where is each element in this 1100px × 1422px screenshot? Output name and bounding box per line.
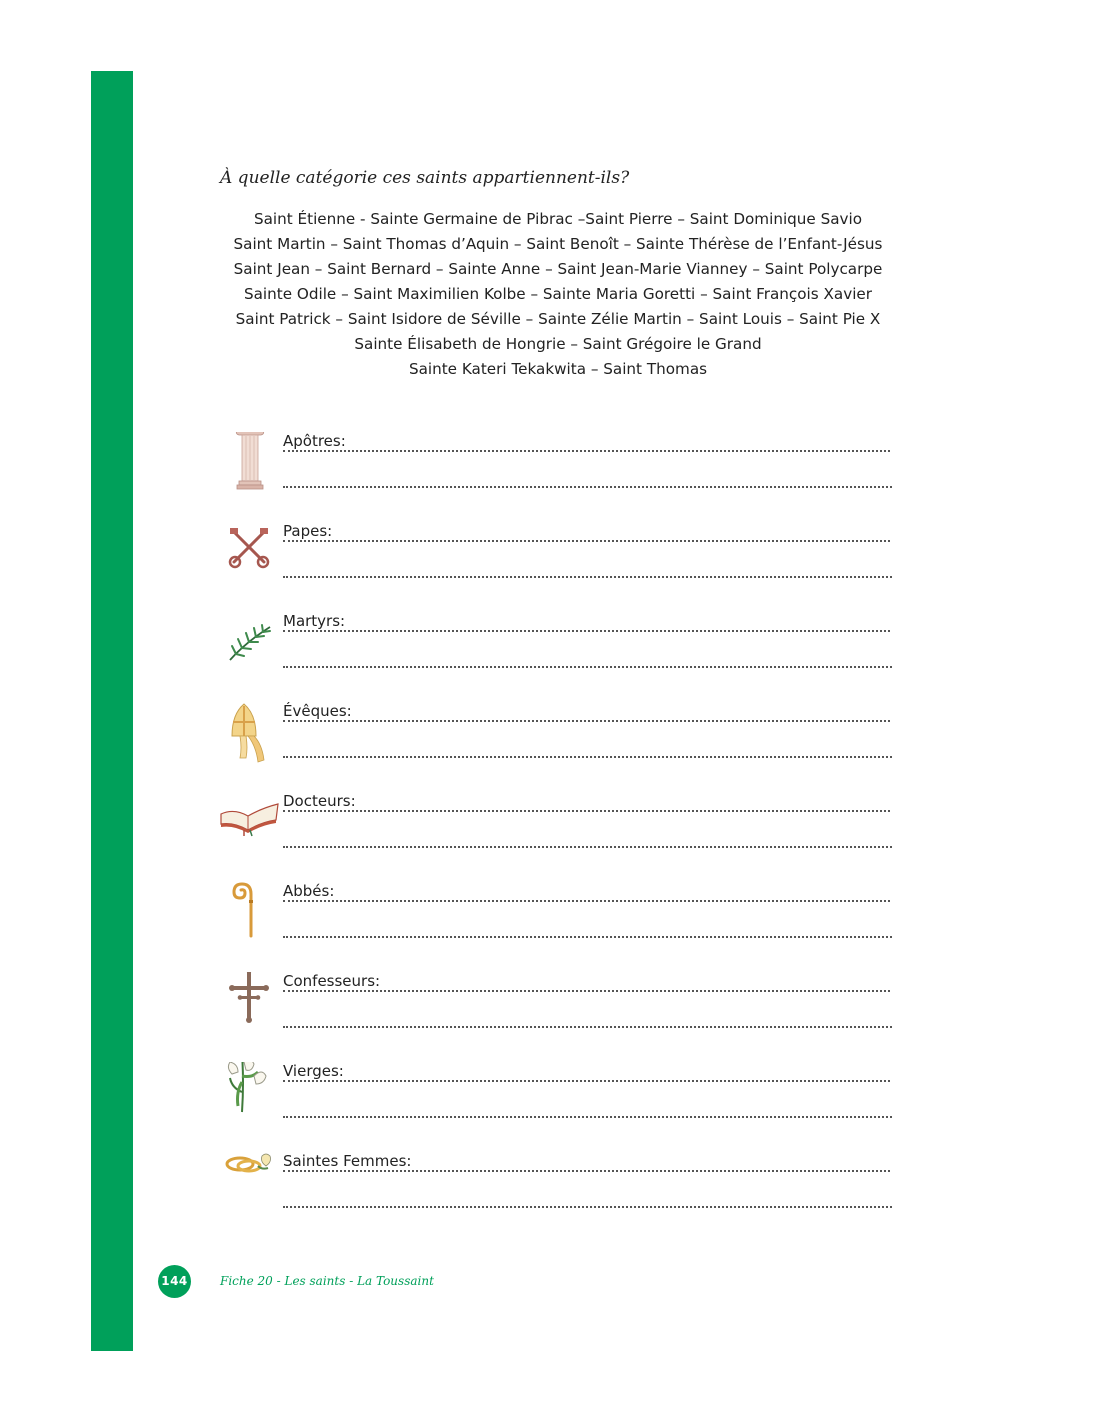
category-label: Martyrs:	[283, 612, 351, 630]
answer-line[interactable]	[283, 1026, 892, 1028]
palm-branch-icon	[218, 612, 280, 684]
page-number-badge: 144	[158, 1265, 191, 1298]
lily-icon	[218, 1062, 280, 1134]
saints-line: Saint Martin – Saint Thomas d’Aquin – Saint Benoît – Sainte Thérèse de l’Enfant-Jésus	[233, 235, 883, 253]
answer-line[interactable]	[283, 756, 892, 758]
answer-line[interactable]	[283, 900, 890, 902]
wedding-rings-icon	[218, 1152, 280, 1224]
column-icon	[218, 432, 280, 504]
category-vierges	[218, 1062, 898, 1142]
category-label: Abbés:	[283, 882, 340, 900]
mitre-icon	[218, 702, 280, 774]
saints-line: Sainte Élisabeth de Hongrie – Saint Grégoire le Grand	[354, 335, 762, 353]
crozier-icon	[218, 882, 280, 954]
category-label: Saintes Femmes:	[283, 1152, 417, 1170]
category-label: Docteurs:	[283, 792, 362, 810]
saints-line: Sainte Kateri Tekakwita – Saint Thomas	[408, 360, 708, 378]
answer-line[interactable]	[283, 1206, 892, 1208]
answer-line[interactable]	[283, 990, 890, 992]
question-title: À quelle catégorie ces saints appartiennent-ils?	[220, 168, 630, 188]
answer-line[interactable]	[283, 576, 892, 578]
answer-line[interactable]	[283, 1170, 890, 1172]
saints-list	[210, 207, 906, 382]
answer-line[interactable]	[283, 450, 890, 452]
category-saintes-femmes	[218, 1152, 898, 1232]
category-label: Apôtres:	[283, 432, 352, 450]
answer-line[interactable]	[283, 810, 890, 812]
category-apotres	[218, 432, 898, 512]
answer-line[interactable]	[283, 846, 892, 848]
saints-line: Saint Jean – Saint Bernard – Sainte Anne – Saint Jean-Marie Vianney – Saint Polycarpe	[233, 260, 883, 278]
answer-line[interactable]	[283, 486, 892, 488]
category-papes	[218, 522, 898, 602]
cross-icon	[218, 972, 280, 1044]
open-book-icon	[218, 792, 280, 864]
answer-line[interactable]	[283, 666, 892, 668]
category-confesseurs	[218, 972, 898, 1052]
saints-line: Saint Patrick – Saint Isidore de Séville – Sainte Zélie Martin – Saint Louis – Saint Pie X	[235, 310, 881, 328]
answer-line[interactable]	[283, 720, 890, 722]
category-docteurs	[218, 792, 898, 872]
category-martyrs	[218, 612, 898, 692]
saints-line: Sainte Odile – Saint Maximilien Kolbe – Sainte Maria Goretti – Saint François Xavier	[243, 285, 873, 303]
answer-line[interactable]	[283, 936, 892, 938]
category-label: Confesseurs:	[283, 972, 386, 990]
category-label: Papes:	[283, 522, 338, 540]
answer-line[interactable]	[283, 1116, 892, 1118]
category-label: Vierges:	[283, 1062, 350, 1080]
crossed-keys-icon	[218, 522, 280, 594]
answer-line[interactable]	[283, 1080, 890, 1082]
category-label: Évêques:	[283, 702, 358, 720]
saints-line: Saint Étienne - Sainte Germaine de Pibrac –Saint Pierre – Saint Dominique Savio	[253, 210, 863, 228]
green-side-bar	[91, 71, 133, 1351]
category-abbes	[218, 882, 898, 962]
answer-line[interactable]	[283, 540, 890, 542]
answer-line[interactable]	[283, 630, 890, 632]
footer-text: Fiche 20 - Les saints - La Toussaint	[220, 1274, 434, 1288]
category-eveques	[218, 702, 898, 782]
